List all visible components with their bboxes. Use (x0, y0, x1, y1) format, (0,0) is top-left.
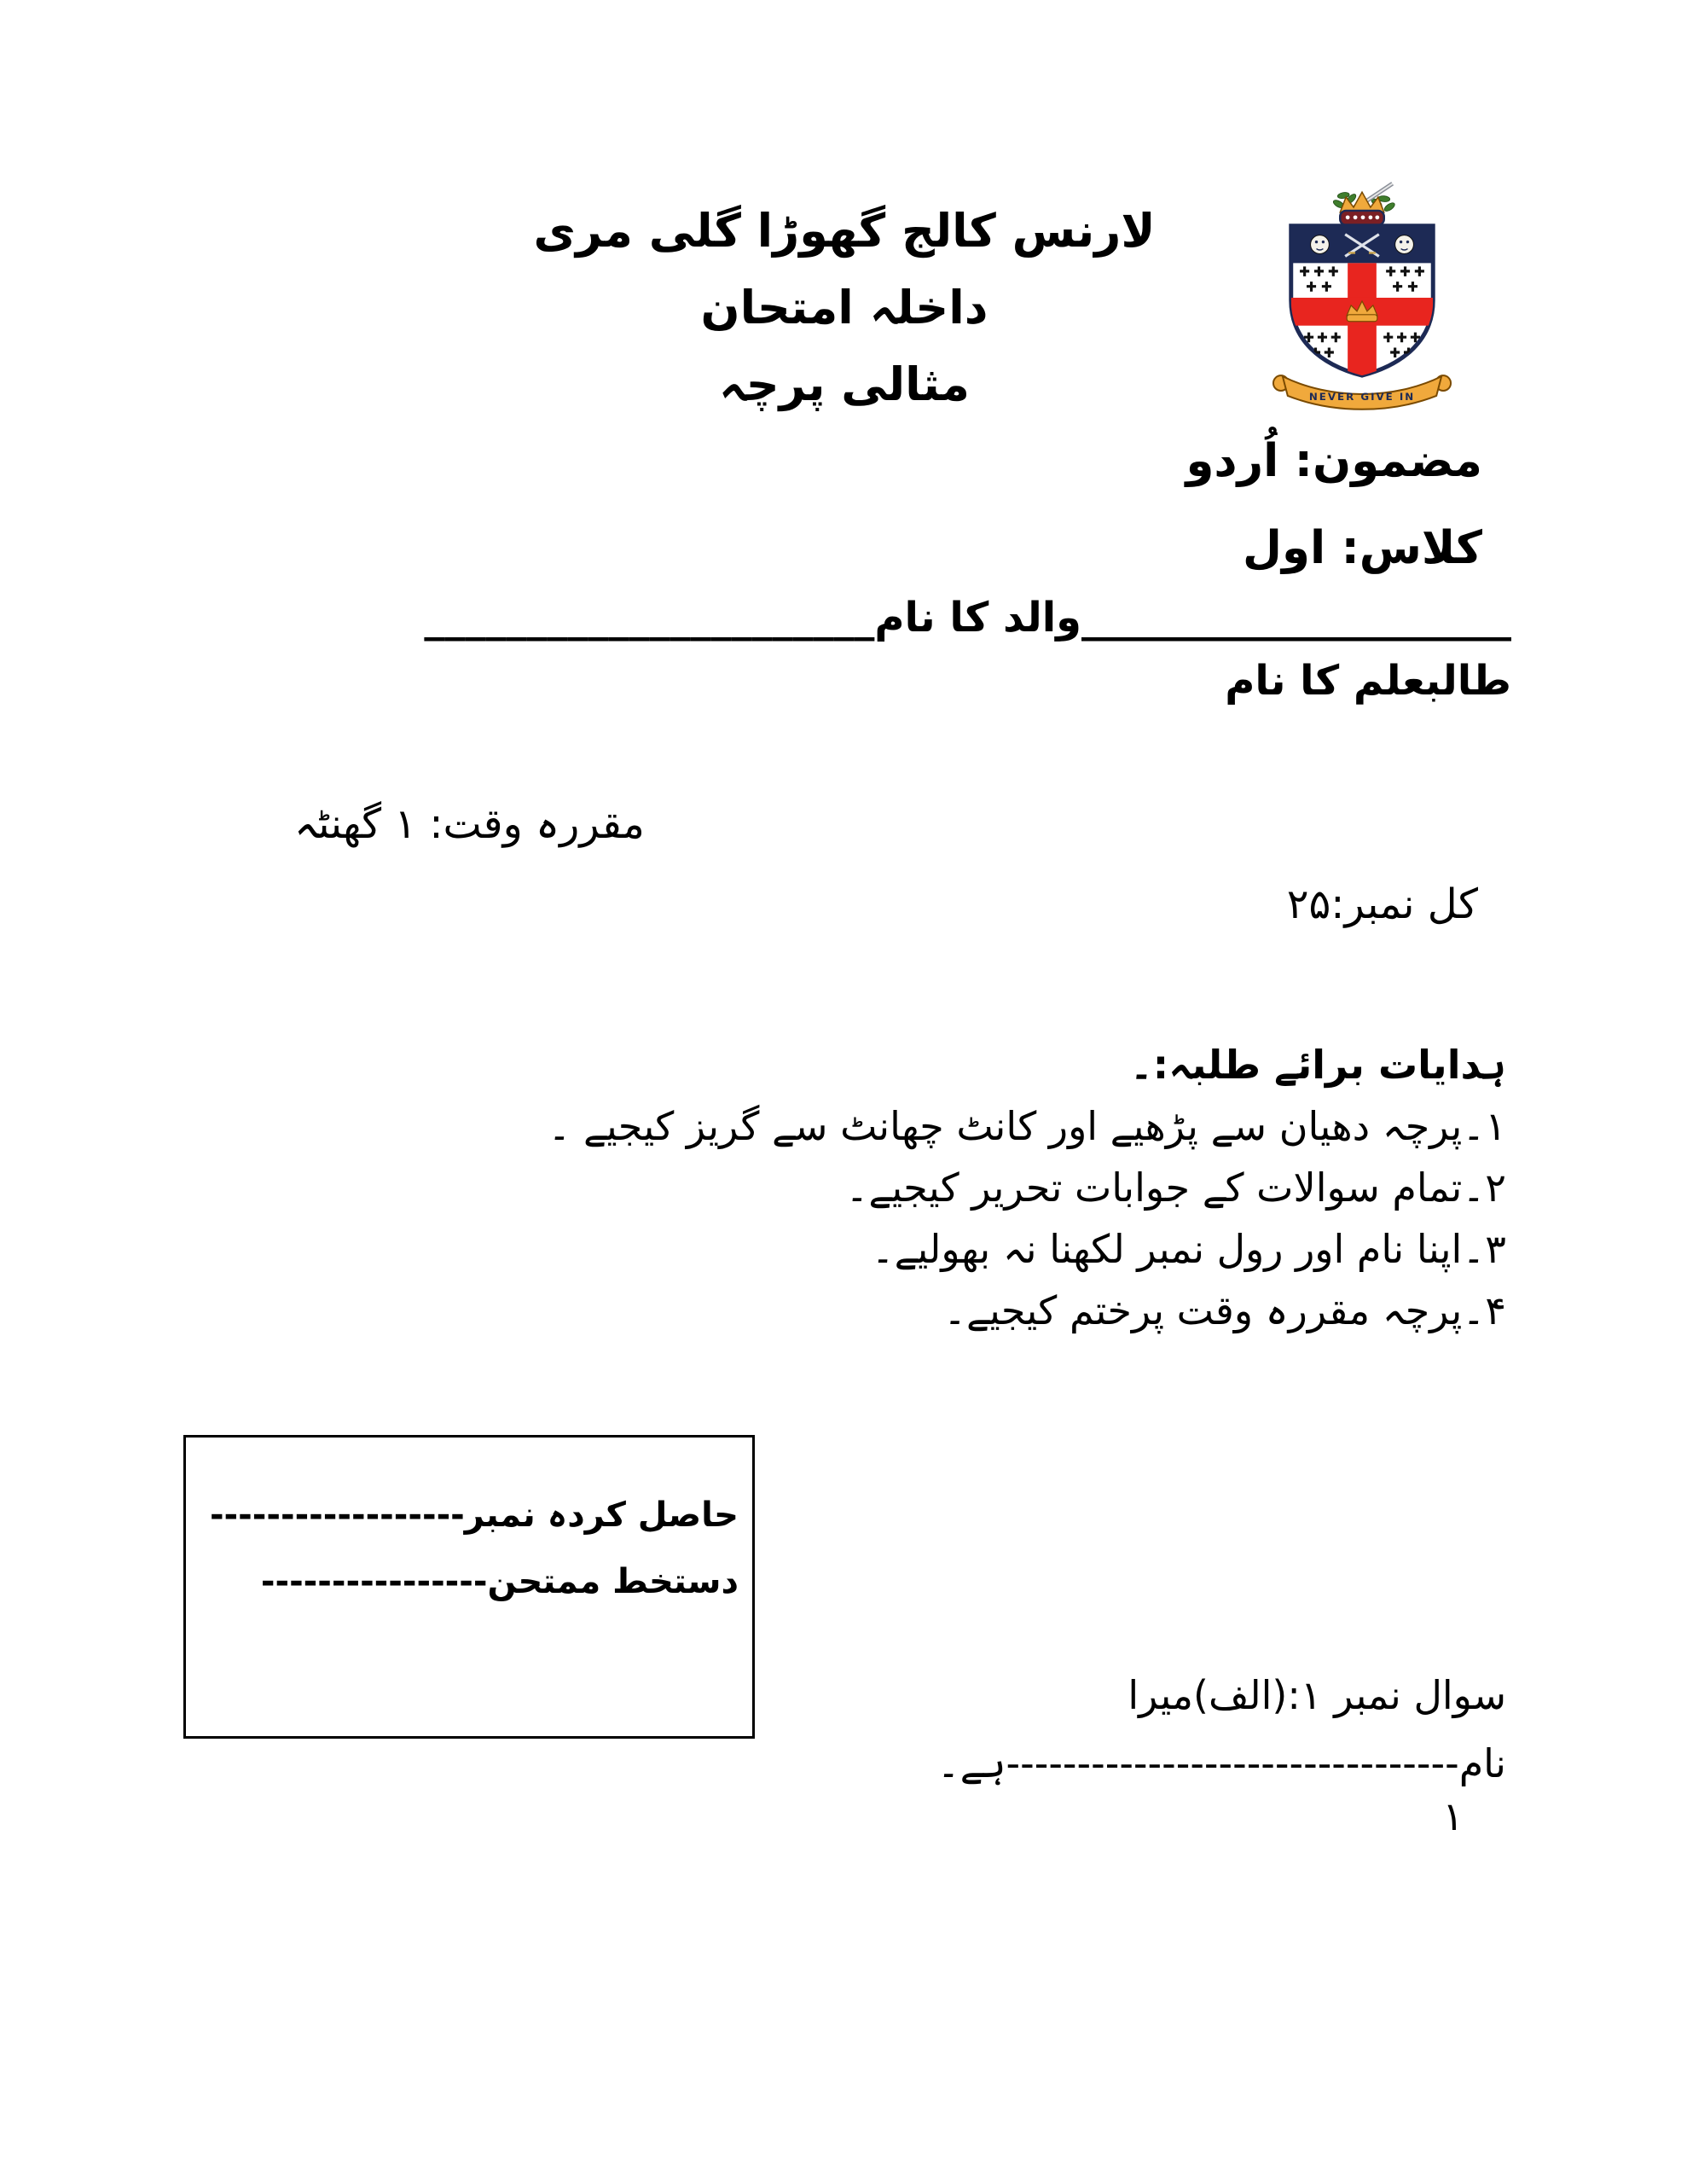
instruction-item-4: ۴۔پرچہ مقررہ وقت پرختم کیجیے۔ (943, 1287, 1506, 1333)
student-name-label: طالبعلم کا نام (1225, 657, 1511, 705)
instructions-block (548, 1034, 1506, 1341)
page-number: ۱ (1442, 1793, 1464, 1839)
marks-box (183, 1435, 755, 1739)
question-line-2: نام--------------------------------ہے۔ (936, 1740, 1506, 1786)
class-line: کلاس: اول (1243, 522, 1482, 574)
crest-svg (1269, 181, 1455, 413)
total-marks-line: کل نمبر:۲۵ (1286, 880, 1478, 928)
crest-leopard-face-left (1311, 235, 1330, 254)
father-name-rule-right: _____________________ (1081, 594, 1511, 642)
father-name-label: والد کا نام (874, 594, 1081, 642)
instruction-item-1: ۱۔پرچہ دھیان سے پڑھیے اور کانٹ چھانٹ سے گریز کیجیے ۔ (548, 1103, 1506, 1149)
father-name-line (424, 594, 1511, 642)
college-crest-icon (1269, 181, 1455, 413)
time-allowed-line: مقررہ وقت: ۱ گھنٹہ (294, 800, 645, 848)
obtained-marks-line: حاصل کردہ نمبر------------------ (209, 1496, 739, 1535)
title-line-exam: داخلہ امتحان (700, 281, 988, 334)
instruction-item-2: ۲۔تمام سوالات کے جوابات تحریر کیجیے۔ (845, 1165, 1506, 1211)
title-line-sample-paper: مثالی پرچہ (719, 357, 970, 411)
instructions-heading: ہدایات برائے طلبہ:۔ (1129, 1042, 1506, 1088)
examiner-signature-line: دستخط ممتحن---------------- (260, 1562, 739, 1601)
father-name-rule-left: ______________________ (424, 594, 875, 642)
title-line-college: لارنس کالج گھوڑا گلی مری (533, 204, 1156, 258)
question-line-1: سوال نمبر ۱:(الف)میرا (1128, 1672, 1506, 1718)
subject-class-block (1186, 418, 1482, 592)
crest-leopard-face-right (1395, 235, 1414, 254)
crest-motto-text: NEVER GIVE IN (1308, 390, 1416, 403)
college-title-block (503, 193, 1186, 423)
subject-line: مضمون: اُردو (1186, 435, 1482, 487)
crest-motto-scroll (1273, 375, 1451, 410)
instruction-item-3: ۳۔اپنا نام اور رول نمبر لکھنا نہ بھولیے۔ (871, 1226, 1506, 1272)
